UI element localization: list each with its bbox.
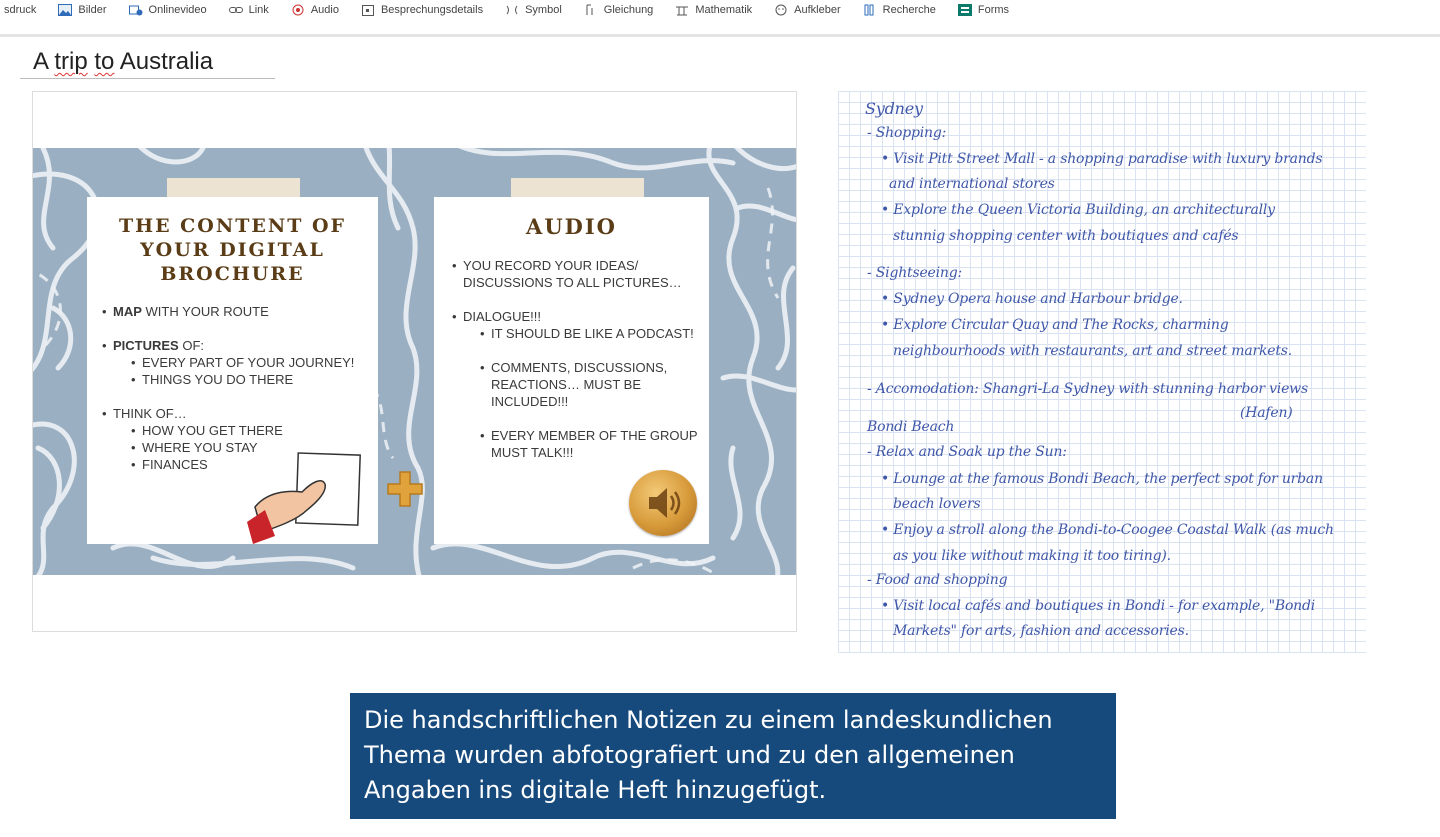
slide-image[interactable] xyxy=(32,91,797,632)
bullet-text: INCLUDED!!! xyxy=(491,394,569,409)
notes-line: • Visit Pitt Street Mall - a shopping paradise with luxury brands xyxy=(881,151,1323,167)
ribbon-item-online-video[interactable] xyxy=(129,4,207,16)
bullet-text: DISCUSSIONS TO ALL PICTURES… xyxy=(463,275,682,290)
ribbon-item-label: Link xyxy=(248,4,269,16)
title-underline xyxy=(20,78,275,79)
notes-line: • Lounge at the famous Bondi Beach, the perfect spot for urban xyxy=(881,471,1323,487)
notes-line: • Sydney Opera house and Harbour bridge. xyxy=(881,291,1183,307)
bullet-text: REACTIONS… MUST BE xyxy=(491,377,642,392)
ribbon-item-label: Gleichung xyxy=(603,4,654,16)
plus-icon[interactable] xyxy=(386,470,424,508)
ribbon-item-label: Forms xyxy=(977,4,1010,16)
ribbon-item-label: Onlinevideo xyxy=(148,4,207,16)
sticker-icon xyxy=(774,4,788,16)
ribbon-item-sticker[interactable] xyxy=(774,4,840,16)
page-title-word: to xyxy=(94,48,115,75)
notes-line: Sydney xyxy=(865,99,923,118)
bullet-map xyxy=(113,303,373,320)
notes-line: • Enjoy a stroll along the Bondi-to-Coogee Coastal Walk (as much xyxy=(881,522,1334,538)
notes-line: • Visit local cafés and boutiques in Bondi - for example, "Bondi xyxy=(881,598,1316,614)
notes-line: Markets" for arts, fashion and accessories. xyxy=(893,623,1189,639)
audio-icon xyxy=(291,4,305,16)
audio-card-heading: AUDIO xyxy=(526,214,617,239)
caption-box xyxy=(350,693,1116,819)
ribbon-item-label: Recherche xyxy=(882,4,936,16)
page-title-word: A xyxy=(33,48,48,75)
image-icon xyxy=(58,4,72,16)
bullet-text: OF: xyxy=(178,338,205,353)
content-card-heading xyxy=(87,197,378,286)
math-icon xyxy=(675,4,689,16)
ribbon-item-label: sdruck xyxy=(4,4,37,16)
heading-line: THE CONTENT OF xyxy=(118,215,346,237)
heading-line: YOUR DIGITAL xyxy=(140,239,325,261)
link-icon xyxy=(229,4,243,16)
bullet-think-of: • THINK OF… xyxy=(113,405,373,422)
ribbon-item-label: Bilder xyxy=(78,4,107,16)
sub-bullet xyxy=(491,359,708,410)
notes-line: - Shopping: xyxy=(867,125,947,141)
bullet-text: • EVERY MEMBER OF THE GROUP xyxy=(491,428,698,443)
sub-bullet: • EVERY PART OF YOUR JOURNEY! xyxy=(142,354,373,371)
bullet-text: MUST TALK!!! xyxy=(491,445,574,460)
page-title-word: Australia xyxy=(119,48,214,75)
notes-line: Bondi Beach xyxy=(867,419,955,435)
bullet-text: • COMMENTS, DISCUSSIONS, xyxy=(491,360,668,375)
bullet-dialogue: • DIALOGUE!!! xyxy=(463,308,708,325)
notes-line: - Relax and Soak up the Sun: xyxy=(867,444,1067,460)
bullet-text: • YOU RECORD YOUR IDEAS/ xyxy=(463,258,639,273)
notes-line: stunnig shopping center with boutiques and cafés xyxy=(893,228,1239,244)
notes-line: as you like without making it too tiring). xyxy=(893,548,1171,564)
caption-text: Die handschriftlichen Notizen zu einem landeskundlichen Thema wurden abfotografiert und zu den allgemeinen Angaben ins digitale Heft hinzugefügt. xyxy=(364,706,1053,804)
notes-line: • Explore the Queen Victoria Building, an architecturally xyxy=(881,202,1275,218)
sub-bullet: • HOW YOU GET THERE xyxy=(142,422,373,439)
slide-background xyxy=(33,148,796,575)
insert-ribbon xyxy=(0,0,1440,37)
ribbon-item-equation[interactable] xyxy=(584,4,654,16)
notes-line: (Hafen) xyxy=(1240,405,1293,421)
audio-bullets xyxy=(463,257,708,461)
hand-holding-paper-illustration xyxy=(247,452,362,544)
ribbon-item-research[interactable] xyxy=(863,4,936,16)
ribbon-item-pictures[interactable] xyxy=(58,4,106,16)
ribbon-item-print[interactable] xyxy=(4,4,36,16)
meeting-details-icon xyxy=(361,4,375,16)
equation-icon xyxy=(584,4,598,16)
sub-bullet: • IT SHOULD BE LIKE A PODCAST! xyxy=(491,325,708,342)
bullet-pictures xyxy=(113,337,373,354)
handwritten-notes-image[interactable] xyxy=(838,91,1366,653)
notes-line: - Food and shopping xyxy=(867,572,1008,588)
ribbon-item-audio[interactable] xyxy=(291,4,339,16)
speaker-icon xyxy=(629,470,697,536)
forms-icon xyxy=(958,4,972,16)
notes-line: - Sightseeing: xyxy=(867,265,962,281)
ribbon-item-meeting-details[interactable] xyxy=(361,4,483,16)
page-title-word: trip xyxy=(54,48,88,75)
research-icon xyxy=(863,4,877,16)
notes-line: • Explore Circular Quay and The Rocks, charming xyxy=(881,317,1229,333)
page-title[interactable] xyxy=(33,48,213,76)
ribbon-item-math[interactable] xyxy=(675,4,752,16)
sub-bullet xyxy=(491,427,708,461)
ribbon-item-label: Besprechungsdetails xyxy=(380,4,484,16)
notes-line: beach lovers xyxy=(893,496,981,512)
ribbon-item-link[interactable] xyxy=(229,4,269,16)
bullet-bold: PICTURES xyxy=(113,338,179,353)
online-video-icon xyxy=(129,4,143,16)
ribbon-item-label: Audio xyxy=(310,4,339,16)
symbol-icon xyxy=(505,4,519,16)
sub-bullet: • THINGS YOU DO THERE xyxy=(142,371,373,388)
notes-line: - Accomodation: Shangri-La Sydney with stunning harbor views xyxy=(867,381,1308,397)
ribbon-item-forms[interactable] xyxy=(958,4,1009,16)
content-card xyxy=(87,197,378,544)
notes-line: neighbourhoods with restaurants, art and street markets. xyxy=(893,343,1292,359)
ribbon-item-label: Mathematik xyxy=(695,4,753,16)
heading-line: BROCHURE xyxy=(160,263,305,285)
content-bullets xyxy=(113,303,373,473)
sub-bullet: • FINANCES xyxy=(142,456,373,473)
bullet-record xyxy=(463,257,708,291)
ribbon-item-symbol[interactable] xyxy=(505,4,562,16)
speaker-button[interactable] xyxy=(629,470,697,536)
ribbon-item-label: Aufkleber xyxy=(794,4,841,16)
notes-line: and international stores xyxy=(889,176,1055,192)
sub-bullet: • WHERE YOU STAY xyxy=(142,439,373,456)
ribbon-item-label: Symbol xyxy=(525,4,562,16)
bullet-text: WITH YOUR ROUTE xyxy=(141,304,269,319)
bullet-bold: MAP xyxy=(113,304,142,319)
